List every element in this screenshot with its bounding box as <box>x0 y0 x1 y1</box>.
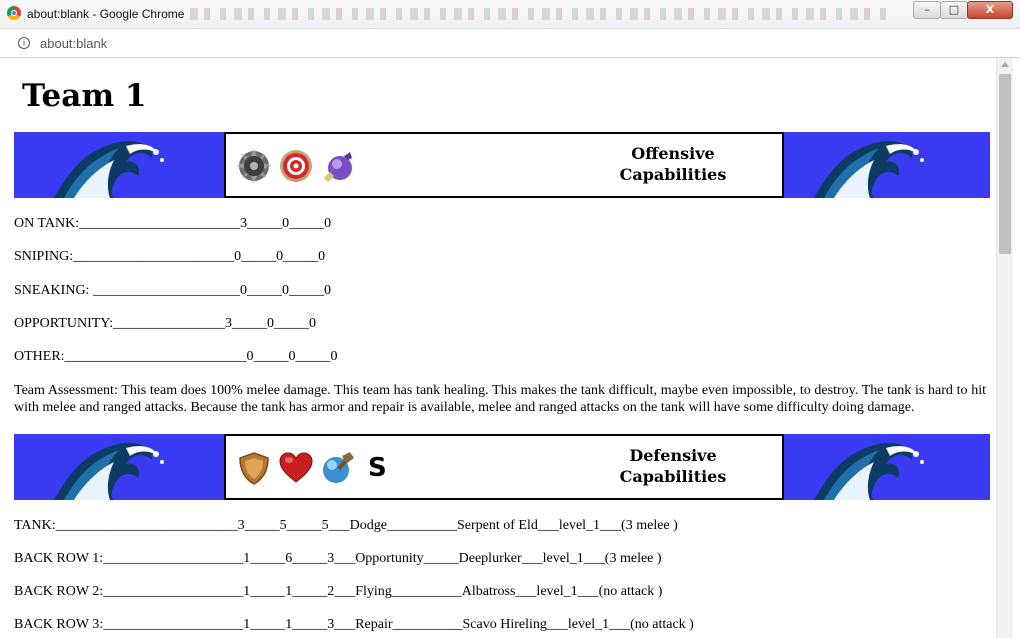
window-title-bar <box>0 0 1020 29</box>
defense-row-back-row-1: BACK ROW 1:____________________1_____6_____3___Opportunity_____Deeplurker___level_1___(3 melee ) <box>14 551 662 566</box>
offense-row-on-tank: ON TANK:_______________________3_____0_____0 <box>14 216 332 231</box>
maximize-button[interactable]: □ <box>940 1 968 19</box>
defensive-heading-line1: Defensive <box>629 446 717 465</box>
wave-image <box>14 132 224 198</box>
sawblade-icon <box>236 148 272 184</box>
defense-row-tank: TANK:__________________________3_____5_____5___Dodge__________Serpent of Eld___level_1___(3 melee ) <box>14 518 678 533</box>
offense-row-opportunity: OPPORTUNITY:________________3_____0_____0 <box>14 316 316 331</box>
wrench-orb-icon <box>320 450 356 486</box>
scroll-up-arrow-icon[interactable] <box>1001 62 1009 67</box>
offense-row-other: OTHER:__________________________0_____0_____0 <box>14 349 338 364</box>
scroll-thumb[interactable] <box>999 74 1011 254</box>
address-bar[interactable] <box>0 29 1020 58</box>
window-title: about:blank - Google Chrome <box>27 7 185 21</box>
offensive-icons <box>236 146 356 186</box>
offensive-heading-line1: Offensive <box>631 144 715 163</box>
shield-icon <box>236 450 272 486</box>
offense-row-sneaking: SNEAKING: _____________________0_____0_____0 <box>14 283 331 298</box>
chrome-logo-icon <box>7 6 21 20</box>
support-letter: S <box>368 453 387 483</box>
offensive-heading-line2: Capabilities <box>619 165 727 184</box>
minimize-button[interactable]: – <box>913 1 941 19</box>
offensive-banner <box>14 132 990 198</box>
url-text[interactable]: about:blank <box>40 36 108 51</box>
defensive-heading <box>598 445 748 487</box>
defensive-banner-panel <box>224 434 784 500</box>
close-button[interactable]: X <box>967 1 1013 19</box>
purple-orb-icon <box>320 148 356 184</box>
offense-row-sniping: SNIPING:_______________________0_____0_____0 <box>14 249 326 264</box>
offensive-banner-panel <box>224 132 784 198</box>
wave-image <box>784 132 994 198</box>
defensive-heading-line2: Capabilities <box>619 467 727 486</box>
background-taskbar-ghost <box>190 8 890 20</box>
vertical-scrollbar[interactable] <box>996 58 1013 638</box>
info-icon[interactable]: i <box>18 37 30 49</box>
defense-row-back-row-3: BACK ROW 3:____________________1_____1_____3___Repair__________Scavo Hireling___level_1___(no attack ) <box>14 617 694 632</box>
defensive-icons <box>236 448 387 488</box>
page-title: Team 1 <box>22 78 147 114</box>
team-assessment: Team Assessment: This team does 100% melee damage. This team has tank healing. This makes the tank difficult, maybe even impossible, to destroy. The tank is hard to hit with melee and ranged attacks. Because the tank has armor and repair is available, melee and ranged attacks on the tank will have some difficulty doing damage. <box>14 383 986 415</box>
defense-row-back-row-2: BACK ROW 2:____________________1_____1_____2___Flying__________Albatross___level_1___(no attack ) <box>14 584 663 599</box>
offensive-heading <box>598 143 748 185</box>
defensive-banner <box>14 434 990 500</box>
target-icon <box>278 148 314 184</box>
wave-image <box>14 434 224 500</box>
heart-icon <box>278 450 314 486</box>
wave-image <box>784 434 994 500</box>
